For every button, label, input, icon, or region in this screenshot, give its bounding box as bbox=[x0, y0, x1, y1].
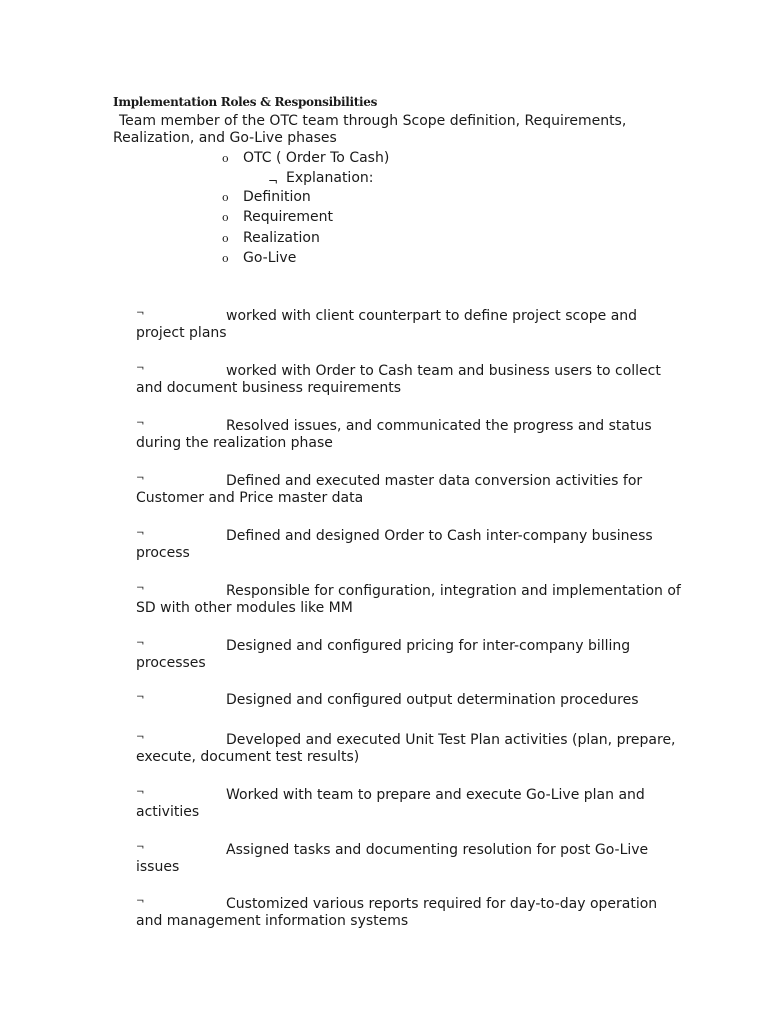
bullet-icon: ¬ bbox=[136, 638, 145, 649]
circle-bullet-icon: o bbox=[222, 252, 229, 265]
responsibility-text: Resolved issues, and communicated the progress and status during the realization phase bbox=[136, 418, 652, 451]
bullet-icon: ¬ bbox=[136, 896, 145, 907]
bullet-icon: ¬ bbox=[136, 473, 145, 484]
responsibility-item bbox=[136, 896, 681, 930]
phase-item bbox=[222, 150, 389, 167]
responsibility-text: Developed and executed Unit Test Plan activities (plan, prepare, execute, document test results) bbox=[136, 732, 676, 765]
bullet-icon: ¬ bbox=[136, 842, 145, 853]
responsibility-item bbox=[136, 473, 681, 507]
responsibility-text: worked with Order to Cash team and business users to collect and document business requirements bbox=[136, 363, 661, 396]
phase-item bbox=[222, 230, 320, 247]
explanation-label: Explanation: bbox=[286, 170, 374, 186]
phase-item bbox=[222, 189, 311, 206]
phase-item-label: OTC ( Order To Cash) bbox=[243, 150, 390, 166]
responsibility-text: Defined and executed master data conversion activities for Customer and Price master data bbox=[136, 473, 643, 506]
bullet-icon: ¬ bbox=[136, 308, 145, 319]
explanation-bullet-icon: ¬ bbox=[268, 174, 279, 188]
phase-item-label: Realization bbox=[243, 230, 320, 246]
responsibility-item bbox=[136, 692, 681, 709]
responsibility-item bbox=[136, 842, 681, 876]
responsibility-item bbox=[136, 418, 681, 452]
responsibility-item bbox=[136, 363, 681, 397]
section-heading: Implementation Roles & Responsibilities bbox=[113, 95, 378, 109]
bullet-icon: ¬ bbox=[136, 528, 145, 539]
circle-bullet-icon: o bbox=[222, 152, 229, 165]
circle-bullet-icon: o bbox=[222, 211, 229, 224]
responsibility-item bbox=[136, 638, 681, 672]
phase-item bbox=[222, 209, 333, 226]
intro-paragraph: Team member of the OTC team through Scope definition, Requirements, Realization, and Go-Live phases bbox=[113, 113, 627, 146]
phase-item bbox=[222, 250, 296, 267]
phase-item-label: Go-Live bbox=[243, 250, 297, 266]
bullet-icon: ¬ bbox=[136, 692, 145, 703]
responsibility-text: Designed and configured output determination procedures bbox=[226, 692, 639, 708]
responsibility-text: Assigned tasks and documenting resolution for post Go-Live issues bbox=[136, 842, 649, 875]
bullet-icon: ¬ bbox=[136, 418, 145, 429]
phase-item-label: Definition bbox=[243, 189, 311, 205]
bullet-icon: ¬ bbox=[136, 363, 145, 374]
responsibility-item bbox=[136, 308, 681, 342]
responsibility-text: worked with client counterpart to define project scope and project plans bbox=[136, 308, 638, 341]
responsibility-text: Responsible for configuration, integration and implementation of SD with other modules like MM bbox=[136, 583, 681, 616]
bullet-icon: ¬ bbox=[136, 787, 145, 798]
responsibility-item bbox=[136, 732, 681, 766]
responsibility-item bbox=[136, 528, 681, 562]
circle-bullet-icon: o bbox=[222, 232, 229, 245]
responsibility-item bbox=[136, 787, 681, 821]
responsibility-text: Designed and configured pricing for inter-company billing processes bbox=[136, 638, 631, 671]
responsibility-text: Worked with team to prepare and execute Go-Live plan and activities bbox=[136, 787, 645, 820]
phase-item-label: Requirement bbox=[243, 209, 334, 225]
bullet-icon: ¬ bbox=[136, 732, 145, 743]
responsibility-item bbox=[136, 583, 681, 617]
responsibility-text: Customized various reports required for day-to-day operation and management information systems bbox=[136, 896, 658, 929]
circle-bullet-icon: o bbox=[222, 191, 229, 204]
explanation-item bbox=[268, 170, 373, 187]
bullet-icon: ¬ bbox=[136, 583, 145, 594]
responsibility-text: Defined and designed Order to Cash inter-company business process bbox=[136, 528, 653, 561]
